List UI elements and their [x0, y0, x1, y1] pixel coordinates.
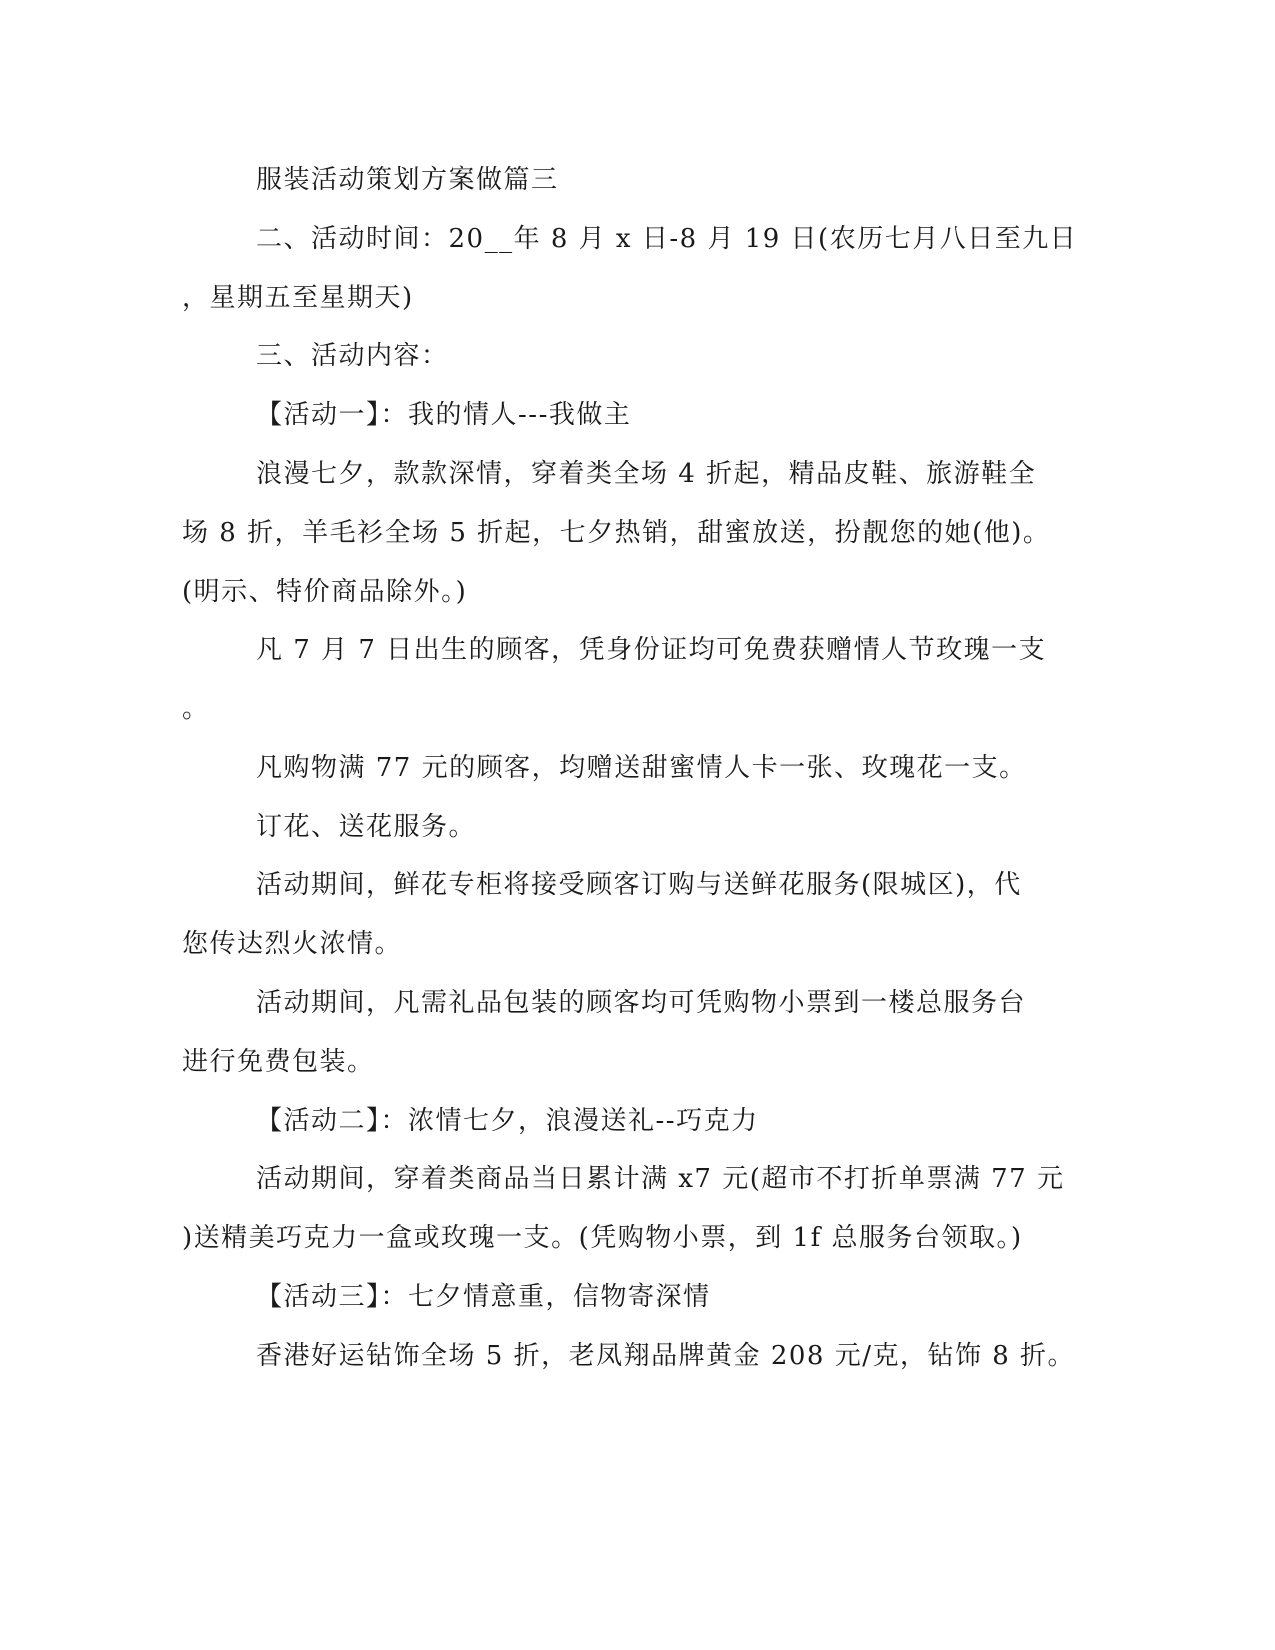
section-heading: 三、活动内容：: [256, 341, 449, 371]
paragraph-line: 香港好运钻饰全场 5 折，老凤翔品牌黄金 208 元/克，钻饰 8 折。: [256, 1341, 1076, 1371]
paragraph-line: ，星期五至星期天): [182, 283, 414, 313]
paragraph-line: 。: [182, 694, 210, 724]
activity-heading: 【活动一】：我的情人---我做主: [256, 400, 632, 430]
paragraph-line: 活动期间，凡需礼品包装的顾客均可凭购物小票到一楼总服务台: [256, 988, 1027, 1018]
paragraph-line: )送精美巧克力一盒或玫瑰一支。(凭购物小票，到 1f 总服务台领取。): [182, 1223, 1023, 1253]
paragraph-line: 二、活动时间：20__年 8 月 x 日-8 月 19 日(农历七月八日至九日: [256, 224, 1078, 254]
paragraph-line: 场 8 折，羊毛衫全场 5 折起，七夕热销，甜蜜放送，扮靓您的她(他)。: [182, 518, 1051, 548]
document-title: 服装活动策划方案做篇三: [256, 165, 559, 195]
activity-heading: 【活动二】：浓情七夕，浪漫送礼--巧克力: [256, 1106, 759, 1136]
paragraph-line: 您传达烈火浓情。: [182, 929, 403, 959]
paragraph-line: 活动期间，穿着类商品当日累计满 x7 元(超市不打折单票满 77 元: [256, 1164, 1065, 1194]
paragraph-line: 浪漫七夕，款款深情，穿着类全场 4 折起，精品皮鞋、旅游鞋全: [256, 459, 1037, 489]
activity-heading: 【活动三】：七夕情意重，信物寄深情: [256, 1282, 711, 1312]
paragraph-line: 订花、送花服务。: [256, 812, 477, 842]
paragraph-line: 进行免费包装。: [182, 1047, 375, 1077]
paragraph-line: 凡 7 月 7 日出生的顾客，凭身份证均可免费获赠情人节玫瑰一支: [256, 635, 1047, 665]
paragraph-line: (明示、特价商品除外。): [182, 577, 468, 607]
paragraph-line: 凡购物满 77 元的顾客，均赠送甜蜜情人卡一张、玫瑰花一支。: [256, 753, 1027, 783]
paragraph-line: 活动期间，鲜花专柜将接受顾客订购与送鲜花服务(限城区)，代: [256, 870, 1022, 900]
